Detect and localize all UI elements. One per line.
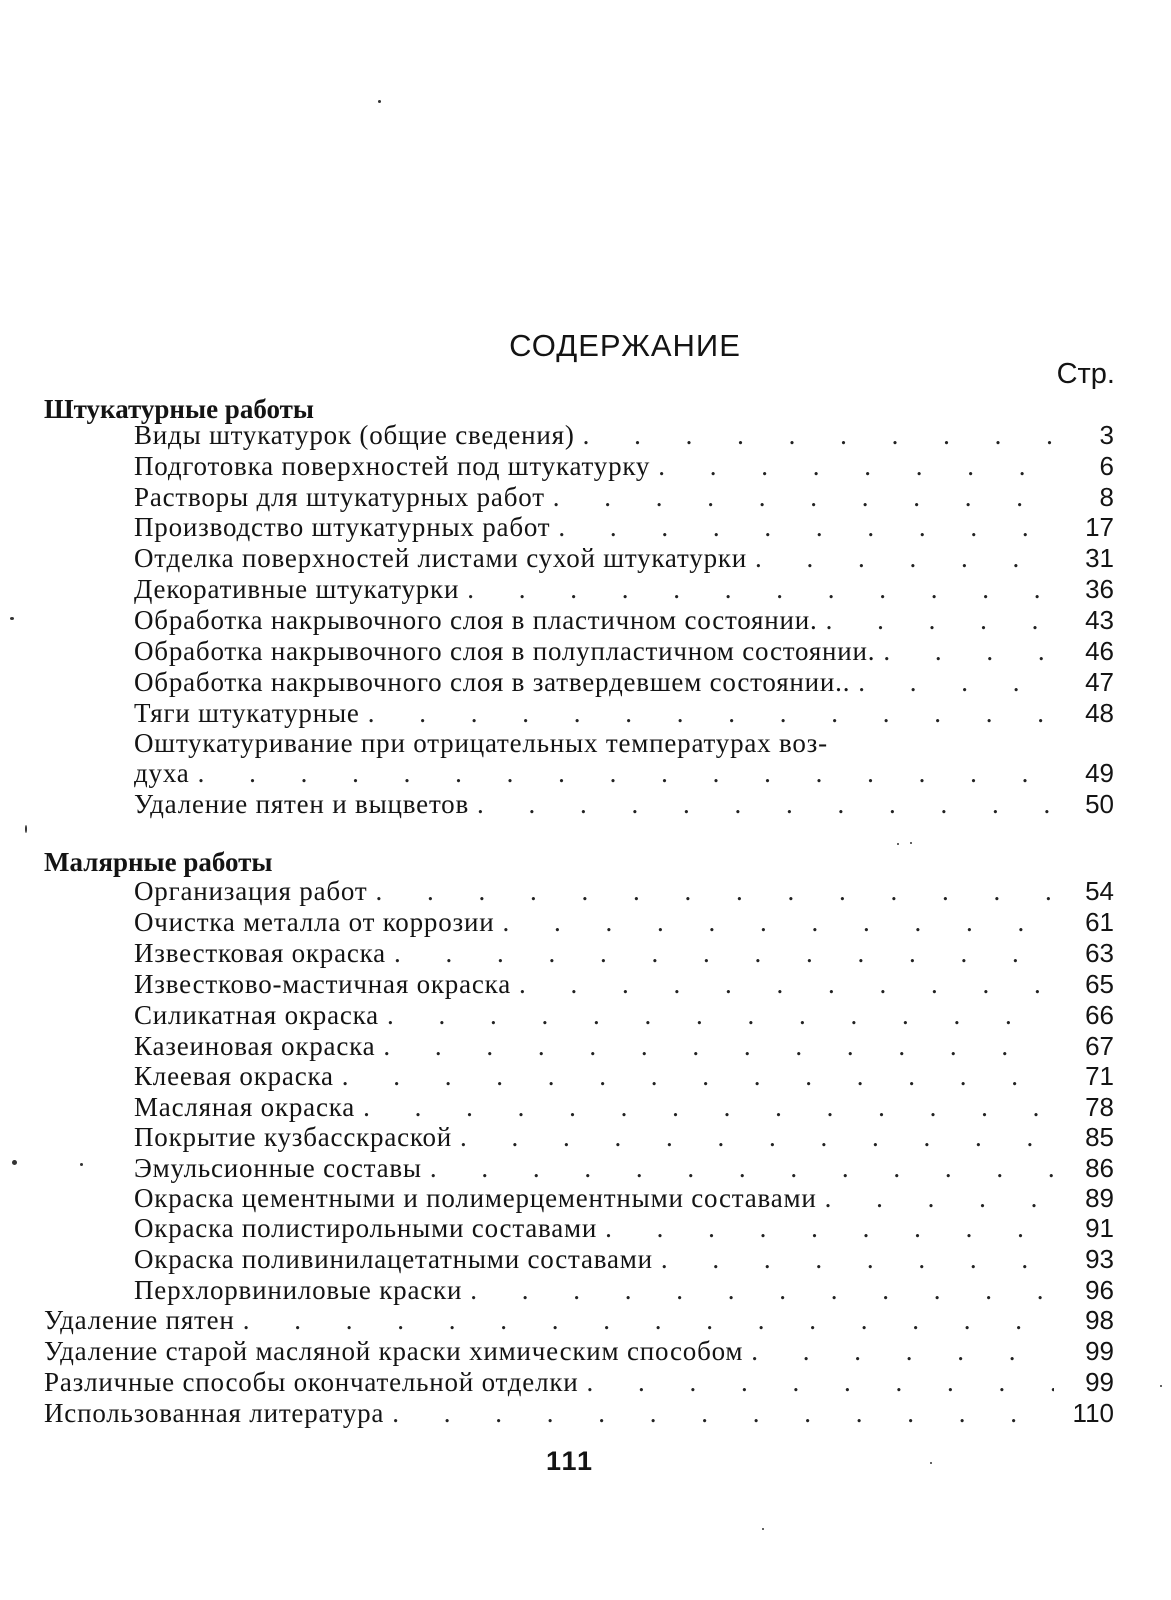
toc-entry-page: 89 xyxy=(1085,1183,1114,1213)
section-heading: Штукатурные работы xyxy=(44,394,314,424)
toc-entry-text: Организация работ xyxy=(134,876,368,906)
toc-entry xyxy=(134,698,1114,728)
toc-entry-text: Казеиновая окраска xyxy=(134,1031,376,1061)
dot-leader xyxy=(379,1000,1054,1030)
toc-entry-text: Отделка поверхностей листами сухой штукатурки xyxy=(134,543,748,573)
toc-entry-page: 78 xyxy=(1085,1092,1114,1122)
scan-speck xyxy=(897,843,899,845)
toc-entry-text: Удаление пятен xyxy=(44,1305,235,1335)
toc-entry-text: Обработка накрывочного слоя в затвердевшем состоянии.. xyxy=(134,667,851,697)
dot-leader xyxy=(190,758,1054,788)
page-column-label: Стр. xyxy=(1056,358,1115,390)
toc-entry-page: 93 xyxy=(1085,1244,1114,1274)
toc-entry-text: Эмульсионные составы xyxy=(134,1153,422,1183)
scan-speck xyxy=(25,825,27,833)
toc-entry xyxy=(134,512,1114,542)
toc-entry-text: Производство штукатурных работ xyxy=(134,512,551,542)
toc-entry-page: 99 xyxy=(1085,1336,1114,1366)
toc-entry xyxy=(134,1092,1114,1122)
toc-entry-page: 50 xyxy=(1085,789,1114,819)
toc-entry-page: 67 xyxy=(1085,1031,1114,1061)
toc-entry-text: Обработка накрывочного слоя в полупластичном состоянии. xyxy=(134,636,876,666)
scan-speck xyxy=(1160,1385,1162,1387)
scan-speck xyxy=(762,1528,764,1530)
toc-entry-page: 96 xyxy=(1085,1275,1114,1305)
toc-entry-text: Покрытие кузбасскраской xyxy=(134,1122,453,1152)
toc-entry xyxy=(44,1367,1114,1397)
dot-leader xyxy=(494,907,1054,937)
toc-entry-text: Обработка накрывочного слоя в пластичном состоянии. xyxy=(134,605,818,635)
toc-entry-text: Удаление пятен и выцветов xyxy=(134,789,470,819)
scan-speck xyxy=(12,1160,17,1165)
dot-leader xyxy=(334,1061,1054,1091)
toc-entry xyxy=(44,1336,1114,1366)
toc-entry-text: Различные способы окончательной отделки xyxy=(44,1367,579,1397)
toc-entry-page: 66 xyxy=(1085,1000,1114,1030)
dot-leader xyxy=(511,969,1054,999)
dot-leader xyxy=(650,451,1054,481)
toc-entry-page: 43 xyxy=(1085,605,1114,635)
toc-entry xyxy=(134,876,1114,906)
toc-entry-page: 54 xyxy=(1085,876,1114,906)
dot-leader xyxy=(850,667,1054,697)
toc-entry xyxy=(134,420,1114,450)
toc-entry xyxy=(134,1031,1114,1061)
toc-entry xyxy=(134,789,1114,819)
toc-entry xyxy=(134,605,1114,635)
dot-leader xyxy=(575,420,1054,450)
toc-entry-text: Известковая окраска xyxy=(134,938,386,968)
section-heading: Малярные работы xyxy=(44,847,273,877)
toc-entry xyxy=(134,482,1114,512)
toc-entry xyxy=(134,758,1114,788)
dot-leader xyxy=(653,1244,1054,1274)
dot-leader xyxy=(469,789,1054,819)
dot-leader xyxy=(360,698,1054,728)
toc-entry-page: 8 xyxy=(1099,482,1114,512)
toc-entry-text: Известково-мастичная окраска xyxy=(134,969,511,999)
dot-leader xyxy=(452,1122,1054,1152)
dot-leader xyxy=(597,1213,1054,1243)
toc-entry-page: 36 xyxy=(1085,574,1114,604)
dot-leader xyxy=(422,1153,1054,1183)
toc-entry xyxy=(134,1183,1114,1213)
toc-entry xyxy=(134,907,1114,937)
scan-speck xyxy=(930,1462,932,1464)
dot-leader xyxy=(579,1367,1054,1397)
toc-entry xyxy=(44,1305,1114,1335)
dot-leader xyxy=(818,605,1054,635)
dot-leader xyxy=(235,1305,1054,1335)
dot-leader xyxy=(367,876,1054,906)
toc-entry xyxy=(134,667,1114,697)
page-title: СОДЕРЖАНИЕ xyxy=(509,328,741,363)
dot-leader xyxy=(386,938,1054,968)
toc-entry-page: 98 xyxy=(1085,1305,1114,1335)
toc-entry xyxy=(134,636,1114,666)
toc-entry-text: духа xyxy=(134,758,190,788)
dot-leader xyxy=(743,1336,1054,1366)
toc-entry-text: Виды штукатурок (общие сведения) xyxy=(134,420,575,450)
toc-entry-text: Масляная окраска xyxy=(134,1092,356,1122)
toc-entry-text: Клеевая окраска xyxy=(134,1061,334,1091)
toc-entry xyxy=(134,1061,1114,1091)
toc-entry-text: Окраска полистирольными составами xyxy=(134,1213,598,1243)
toc-entry-page: 85 xyxy=(1085,1122,1114,1152)
toc-entry-page: 91 xyxy=(1085,1213,1114,1243)
toc-entry-page: 47 xyxy=(1085,667,1114,697)
toc-entry xyxy=(134,1244,1114,1274)
toc-entry xyxy=(134,1000,1114,1030)
toc-entry xyxy=(44,1398,1114,1428)
toc-entry xyxy=(134,543,1114,573)
toc-entry-page: 3 xyxy=(1099,420,1114,450)
toc-entry-text: Декоративные штукатурки xyxy=(134,574,460,604)
toc-entry-page: 110 xyxy=(1072,1398,1114,1428)
toc-entry-page: 99 xyxy=(1085,1367,1114,1397)
toc-entry-text: Окраска поливинилацетатными составами xyxy=(134,1244,653,1274)
dot-leader xyxy=(545,482,1054,512)
scan-speck xyxy=(80,1163,83,1166)
page-number: 111 xyxy=(545,1446,595,1476)
toc-entry xyxy=(134,969,1114,999)
toc-entry-text: Силикатная окраска xyxy=(134,1000,379,1030)
toc-entry-text: Тяги штукатурные xyxy=(134,698,360,728)
toc-entry-page: 17 xyxy=(1085,512,1114,542)
dot-leader xyxy=(817,1183,1054,1213)
scan-speck xyxy=(10,617,14,620)
toc-entry xyxy=(134,938,1114,968)
toc-entry-page: 48 xyxy=(1085,698,1114,728)
dot-leader xyxy=(550,512,1054,542)
toc-entry-text: Использованная литература xyxy=(44,1398,385,1428)
toc-entry-page: 65 xyxy=(1085,969,1114,999)
dot-leader xyxy=(462,1275,1054,1305)
toc-entry-page: 49 xyxy=(1085,758,1114,788)
toc-entry xyxy=(134,451,1114,481)
scan-speck xyxy=(910,842,912,844)
toc-entry-page: 86 xyxy=(1085,1153,1114,1183)
toc-entry-text: Подготовка поверхностей под штукатурку xyxy=(134,451,651,481)
toc-entry-text: Очистка металла от коррозии xyxy=(134,907,495,937)
toc-entry-page: 46 xyxy=(1085,636,1114,666)
dot-leader xyxy=(875,636,1054,666)
dot-leader xyxy=(355,1092,1054,1122)
dot-leader xyxy=(375,1031,1054,1061)
toc-entry xyxy=(134,1213,1114,1243)
toc-entry xyxy=(134,1122,1114,1152)
dot-leader xyxy=(747,543,1054,573)
dot-leader xyxy=(459,574,1054,604)
dot-leader xyxy=(384,1398,1054,1428)
toc-entry-text-continued: Оштукатуривание при отрицательных температурах воз- xyxy=(134,728,828,758)
toc-entry-page: 31 xyxy=(1085,543,1114,573)
toc-entry xyxy=(134,1153,1114,1183)
toc-entry xyxy=(134,574,1114,604)
toc-entry-page: 6 xyxy=(1099,451,1114,481)
toc-entry-page: 61 xyxy=(1085,907,1114,937)
toc-entry-text: Окраска цементными и полимерцементными составами xyxy=(134,1183,817,1213)
toc-entry-text: Растворы для штукатурных работ xyxy=(134,482,545,512)
toc-entry-page: 63 xyxy=(1085,938,1114,968)
toc-entry-text: Удаление старой масляной краски химическим способом xyxy=(44,1336,744,1366)
toc-entry-text: Перхлорвиниловые краски xyxy=(134,1275,463,1305)
toc-entry-page: 71 xyxy=(1085,1061,1114,1091)
toc-entry xyxy=(134,1275,1114,1305)
scan-speck xyxy=(378,100,381,103)
